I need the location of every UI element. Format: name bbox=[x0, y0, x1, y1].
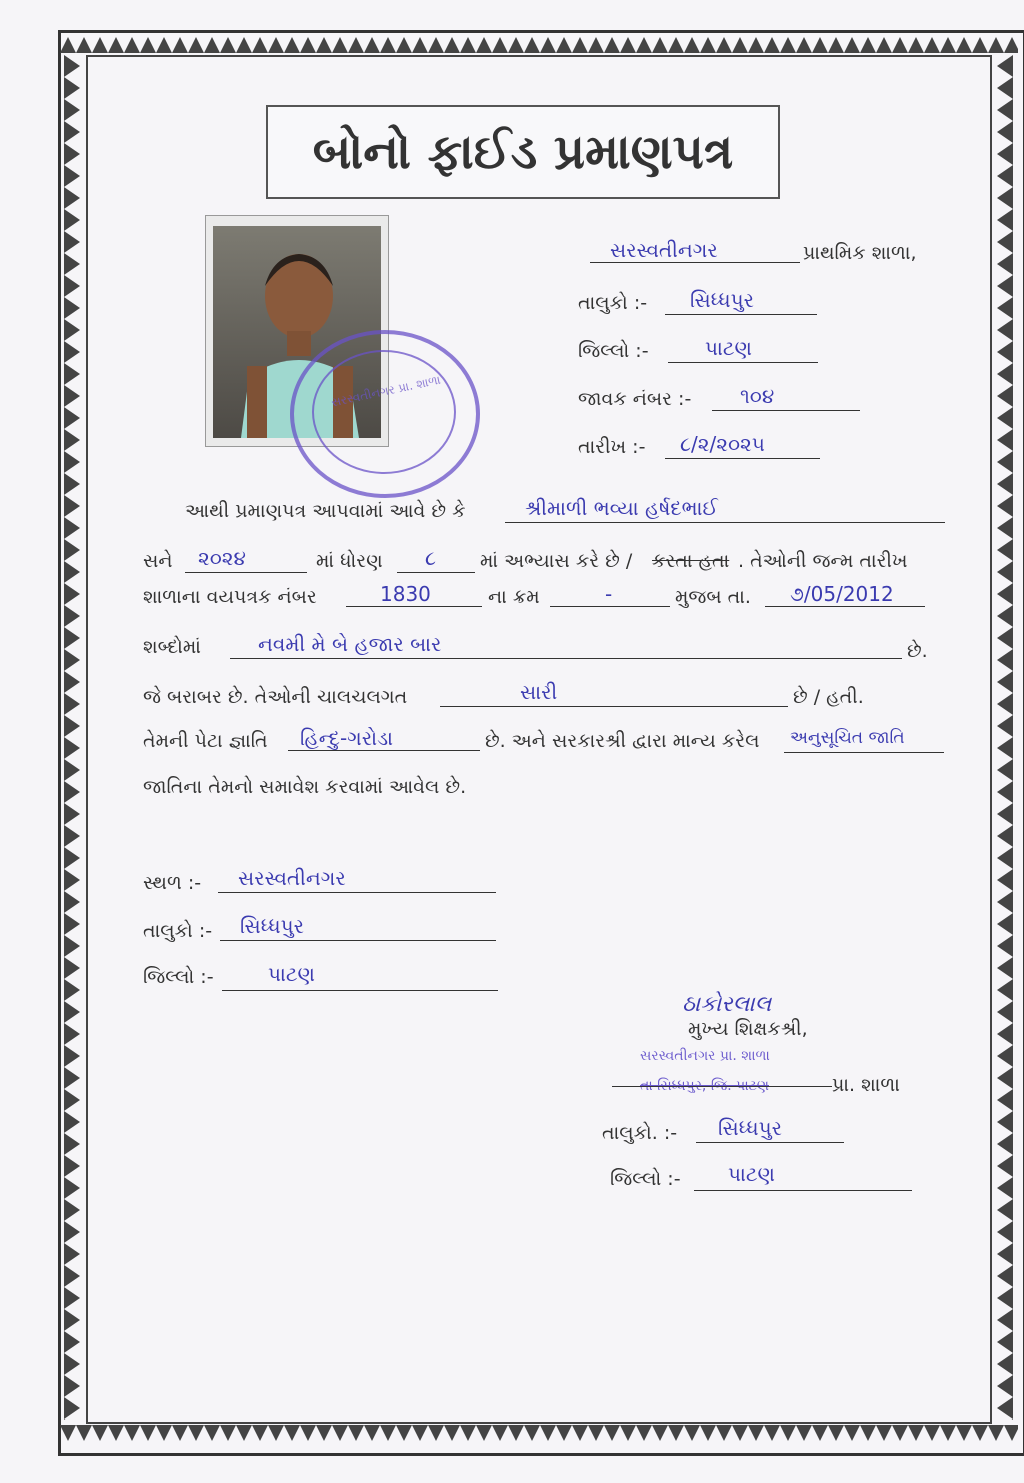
category-value: અનુસૂચિત જાતિ bbox=[790, 728, 905, 748]
per-date-label: મુજબ તા. bbox=[675, 586, 751, 608]
words-label: શબ્દોમાં bbox=[143, 636, 201, 658]
footer-right-district-label: જિલ્લો :- bbox=[610, 1168, 681, 1190]
school-round-stamp: સરસ્વતીનગર પ્રા. શાળા bbox=[290, 330, 480, 498]
outward-number-value: ૧૦૪ bbox=[740, 384, 775, 408]
zigzag-top bbox=[60, 35, 1018, 53]
district-value: પાટણ bbox=[705, 336, 752, 360]
register-label: શાળાના વયપત્રક નંબર bbox=[143, 586, 317, 608]
dob-text: . તેઓની જન્મ તારીખ bbox=[738, 550, 908, 572]
principal-stamp-line2: તા સિધ્ધપુર, જિ. પાટણ bbox=[640, 1078, 770, 1094]
serial-label: ના ક્રમ bbox=[488, 586, 540, 608]
struck-text: કરતા હતા bbox=[652, 550, 730, 572]
taluka-value: સિધ્ધપુર bbox=[690, 288, 754, 312]
taluka-label: તાલુકો :- bbox=[578, 292, 648, 314]
register-value: 1830 bbox=[380, 582, 431, 606]
zigzag-right bbox=[993, 55, 1015, 1420]
principal-stamp-line1: સરસ્વતીનગર પ્રા. શાળા bbox=[640, 1048, 770, 1064]
zigzag-bottom bbox=[60, 1425, 1018, 1443]
principal-signature: ઠાકોરલાલ bbox=[682, 992, 772, 1017]
date-label: તારીખ :- bbox=[578, 436, 646, 458]
footer-right-taluka-label: તાલુકો. :- bbox=[602, 1122, 678, 1144]
std-label: માં ધોરણ bbox=[316, 550, 383, 572]
school-suffix: પ્રાથમિક શાળા, bbox=[803, 242, 917, 264]
closing-text: જાતિના તેમનો સમાવેશ કરવામાં આવેલ છે. bbox=[143, 776, 467, 798]
year-label: સને bbox=[143, 550, 173, 572]
zigzag-left bbox=[62, 55, 82, 1420]
footer-right-district-value: પાટણ bbox=[728, 1162, 775, 1186]
date-value: ૮/૨/૨૦૨૫ bbox=[680, 432, 765, 456]
words-value: નવમી મે બે હજાર બાર bbox=[258, 632, 442, 656]
std-value: ૮ bbox=[425, 546, 436, 570]
study-text: માં અભ્યાસ કરે છે / bbox=[480, 550, 633, 572]
caste-label: તેમની પેટા જ્ઞાતિ bbox=[143, 730, 268, 752]
intro-text: આથી પ્રમાણપત્ર આપવામાં આવે છે કે bbox=[185, 500, 466, 522]
student-name: શ્રીમાળી ભવ્યા હર્ષદભાઈ bbox=[525, 496, 718, 520]
place-label: સ્થળ :- bbox=[143, 872, 202, 894]
outward-number-label: જાવક નંબર :- bbox=[578, 388, 692, 410]
year-value: ૨૦૨૪ bbox=[198, 546, 246, 570]
footer-taluka-value: સિધ્ધપુર bbox=[240, 914, 304, 938]
conduct-end: છે / હતી. bbox=[793, 686, 864, 708]
district-label: જિલ્લો :- bbox=[578, 340, 649, 362]
footer-taluka-label: તાલુકો :- bbox=[143, 920, 213, 942]
footer-right-taluka-value: સિધ્ધપુર bbox=[718, 1116, 782, 1140]
footer-district-label: જિલ્લો :- bbox=[143, 966, 214, 988]
certificate-title: બોનો ફાઈડ પ્રમાણપત્ર bbox=[266, 105, 780, 199]
conduct-value: સારી bbox=[520, 680, 558, 704]
principal-title: મુખ્ય શિક્ષકશ્રી, bbox=[688, 1018, 808, 1040]
conduct-label: જે બરાબર છે. તેઓની ચાલચલગત bbox=[143, 686, 408, 708]
footer-district-value: પાટણ bbox=[268, 962, 315, 986]
footer-school-suffix: પ્રા. શાળા bbox=[832, 1074, 900, 1096]
place-value: સરસ્વતીનગર bbox=[238, 866, 346, 890]
school-name-value: સરસ્વતીનગર bbox=[610, 238, 718, 262]
caste-mid: છે. અને સરકારશ્રી દ્વારા માન્ય કરેલ bbox=[485, 730, 760, 752]
serial-value: - bbox=[605, 582, 613, 606]
caste-value: હિન્દુ-ગરોડા bbox=[300, 726, 393, 750]
words-end: છે. bbox=[907, 640, 928, 662]
dob-value: ૭/05/2012 bbox=[790, 582, 894, 606]
